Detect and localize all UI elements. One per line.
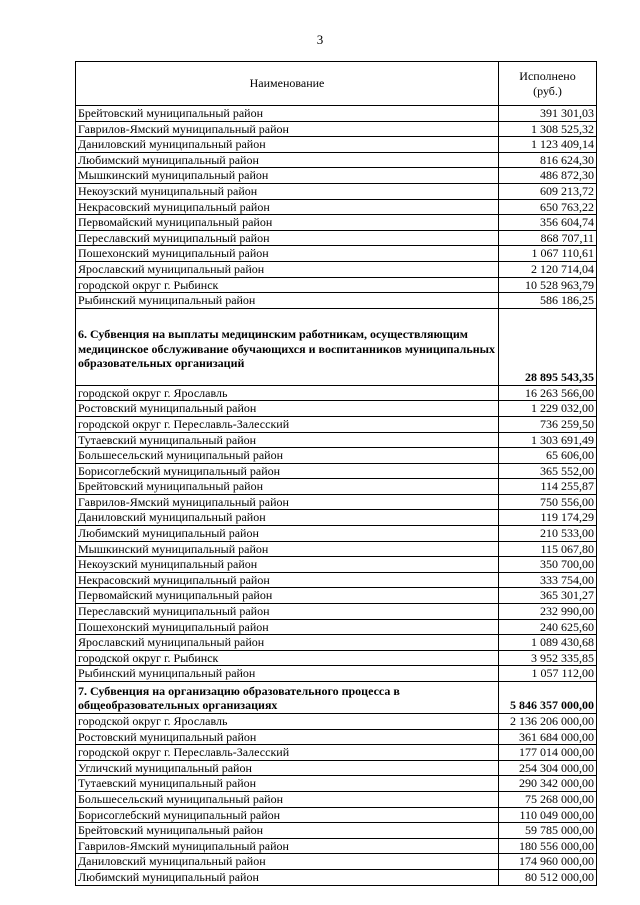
table-row — [76, 246, 597, 262]
table-row — [76, 215, 597, 231]
district-name: Любимский муниципальный район — [76, 152, 499, 168]
executed-amount: 210 533,00 — [499, 526, 597, 542]
table-row — [76, 479, 597, 495]
district-name: Мышкинский муниципальный район — [76, 168, 499, 184]
executed-amount: 1 089 430,68 — [499, 635, 597, 651]
district-name: Рыбинский муниципальный район — [76, 666, 499, 682]
table-row — [76, 494, 597, 510]
table-row — [76, 448, 597, 464]
executed-amount: 180 556 000,00 — [499, 838, 597, 854]
executed-amount: 240 625,60 — [499, 619, 597, 635]
table-row — [76, 416, 597, 432]
table-row — [76, 666, 597, 682]
table-row — [76, 760, 597, 776]
district-name: Любимский муниципальный район — [76, 526, 499, 542]
executed-amount: 586 186,25 — [499, 293, 597, 309]
district-name: Рыбинский муниципальный район — [76, 293, 499, 309]
district-name: Любимский муниципальный район — [76, 869, 499, 885]
section-6-total: 28 895 543,35 — [499, 308, 597, 385]
executed-amount: 119 174,29 — [499, 510, 597, 526]
table-row — [76, 854, 597, 870]
table-row — [76, 745, 597, 761]
district-name: Борисоглебский муниципальный район — [76, 807, 499, 823]
table-body — [76, 106, 597, 886]
district-name: Брейтовский муниципальный район — [76, 823, 499, 839]
executed-amount: 1 057 112,00 — [499, 666, 597, 682]
executed-amount: 486 872,30 — [499, 168, 597, 184]
executed-amount: 10 528 963,79 — [499, 277, 597, 293]
executed-amount: 868 707,11 — [499, 230, 597, 246]
table-row — [76, 401, 597, 417]
district-name: Первомайский муниципальный район — [76, 588, 499, 604]
executed-amount: 391 301,03 — [499, 106, 597, 122]
district-name: городской округ г. Рыбинск — [76, 277, 499, 293]
table-row — [76, 869, 597, 885]
executed-amount: 114 255,87 — [499, 479, 597, 495]
executed-amount: 350 700,00 — [499, 557, 597, 573]
section-6-title: 6. Субвенция на выплаты медицинским работникам, осуществляющим медицинское обслуживание обучающихся и воспитанников муниципальных образовательных организаций — [76, 308, 499, 385]
table-row — [76, 557, 597, 573]
district-name: городской округ г. Переславль-Залесский — [76, 416, 499, 432]
executed-amount: 650 763,22 — [499, 199, 597, 215]
district-name: Даниловский муниципальный район — [76, 137, 499, 153]
table-row — [76, 463, 597, 479]
table-row — [76, 137, 597, 153]
table-row — [76, 168, 597, 184]
executed-amount: 750 556,00 — [499, 494, 597, 510]
executed-amount: 1 303 691,49 — [499, 432, 597, 448]
executed-amount: 110 049 000,00 — [499, 807, 597, 823]
budget-table — [75, 61, 597, 886]
table-row — [76, 432, 597, 448]
table-row — [76, 650, 597, 666]
district-name: Некоузский муниципальный район — [76, 183, 499, 199]
table-row — [76, 823, 597, 839]
section-7-title: 7. Субвенция на организацию образовательного процесса в общеобразовательных организациях — [76, 682, 499, 714]
executed-amount: 1 229 032,00 — [499, 401, 597, 417]
table-row — [76, 277, 597, 293]
district-name: Пошехонский муниципальный район — [76, 246, 499, 262]
district-name: городской округ г. Ярославль — [76, 385, 499, 401]
executed-amount: 816 624,30 — [499, 152, 597, 168]
table-row — [76, 152, 597, 168]
table-row — [76, 526, 597, 542]
executed-amount: 174 960 000,00 — [499, 854, 597, 870]
executed-amount: 177 014 000,00 — [499, 745, 597, 761]
district-name: Тутаевский муниципальный район — [76, 776, 499, 792]
district-name: Гаврилов-Ямский муниципальный район — [76, 838, 499, 854]
district-name: Переславский муниципальный район — [76, 604, 499, 620]
executed-amount: 1 308 525,32 — [499, 121, 597, 137]
table-row — [76, 838, 597, 854]
executed-amount: 80 512 000,00 — [499, 869, 597, 885]
executed-amount: 254 304 000,00 — [499, 760, 597, 776]
district-name: Некрасовский муниципальный район — [76, 572, 499, 588]
district-name: Брейтовский муниципальный район — [76, 106, 499, 122]
table-row — [76, 572, 597, 588]
table-row — [76, 588, 597, 604]
district-name: Даниловский муниципальный район — [76, 510, 499, 526]
district-name: Первомайский муниципальный район — [76, 215, 499, 231]
table-row — [76, 541, 597, 557]
district-name: Борисоглебский муниципальный район — [76, 463, 499, 479]
district-name: Большесельский муниципальный район — [76, 448, 499, 464]
executed-amount: 2 120 714,04 — [499, 261, 597, 277]
district-name: Ярославский муниципальный район — [76, 261, 499, 277]
district-name: Гаврилов-Ямский муниципальный район — [76, 494, 499, 510]
executed-amount: 16 263 566,00 — [499, 385, 597, 401]
executed-amount: 65 606,00 — [499, 448, 597, 464]
district-name: Мышкинский муниципальный район — [76, 541, 499, 557]
table-row — [76, 604, 597, 620]
executed-amount: 3 952 335,85 — [499, 650, 597, 666]
table-row — [76, 776, 597, 792]
section-7-header-row — [76, 682, 597, 714]
table-row — [76, 183, 597, 199]
executed-amount: 609 213,72 — [499, 183, 597, 199]
executed-amount: 356 604,74 — [499, 215, 597, 231]
table-row — [76, 791, 597, 807]
table-row — [76, 385, 597, 401]
table-row — [76, 261, 597, 277]
district-name: Пошехонский муниципальный район — [76, 619, 499, 635]
executed-amount: 75 268 000,00 — [499, 791, 597, 807]
executed-amount: 365 552,00 — [499, 463, 597, 479]
district-name: Ростовский муниципальный район — [76, 401, 499, 417]
executed-amount: 361 684 000,00 — [499, 729, 597, 745]
district-name: Некоузский муниципальный район — [76, 557, 499, 573]
executed-amount: 232 990,00 — [499, 604, 597, 620]
header-executed: Исполнено (руб.) — [499, 62, 597, 106]
table-row — [76, 635, 597, 651]
table-row — [76, 619, 597, 635]
executed-amount: 290 342 000,00 — [499, 776, 597, 792]
executed-amount: 736 259,50 — [499, 416, 597, 432]
district-name: Ярославский муниципальный район — [76, 635, 499, 651]
district-name: городской округ г. Ярославль — [76, 714, 499, 730]
district-name: Угличский муниципальный район — [76, 760, 499, 776]
table-row — [76, 729, 597, 745]
district-name: Переславский муниципальный район — [76, 230, 499, 246]
district-name: Брейтовский муниципальный район — [76, 479, 499, 495]
table-header-row — [76, 62, 597, 106]
header-name: Наименование — [76, 62, 499, 106]
table-row — [76, 807, 597, 823]
table-row — [76, 714, 597, 730]
executed-amount: 59 785 000,00 — [499, 823, 597, 839]
executed-amount: 2 136 206 000,00 — [499, 714, 597, 730]
executed-amount: 1 067 110,61 — [499, 246, 597, 262]
district-name: Большесельский муниципальный район — [76, 791, 499, 807]
executed-amount: 365 301,27 — [499, 588, 597, 604]
table-row — [76, 230, 597, 246]
district-name: Тутаевский муниципальный район — [76, 432, 499, 448]
district-name: городской округ г. Рыбинск — [76, 650, 499, 666]
executed-amount: 115 067,80 — [499, 541, 597, 557]
table-row — [76, 510, 597, 526]
section-6-header-row — [76, 308, 597, 385]
district-name: Ростовский муниципальный район — [76, 729, 499, 745]
district-name: Гаврилов-Ямский муниципальный район — [76, 121, 499, 137]
district-name: Даниловский муниципальный район — [76, 854, 499, 870]
table-row — [76, 199, 597, 215]
district-name: Некрасовский муниципальный район — [76, 199, 499, 215]
executed-amount: 1 123 409,14 — [499, 137, 597, 153]
table-row — [76, 106, 597, 122]
district-name: городской округ г. Переславль-Залесский — [76, 745, 499, 761]
executed-amount: 333 754,00 — [499, 572, 597, 588]
table-row — [76, 293, 597, 309]
section-7-total: 5 846 357 000,00 — [499, 682, 597, 714]
table-row — [76, 121, 597, 137]
page-number: 3 — [316, 32, 324, 47]
